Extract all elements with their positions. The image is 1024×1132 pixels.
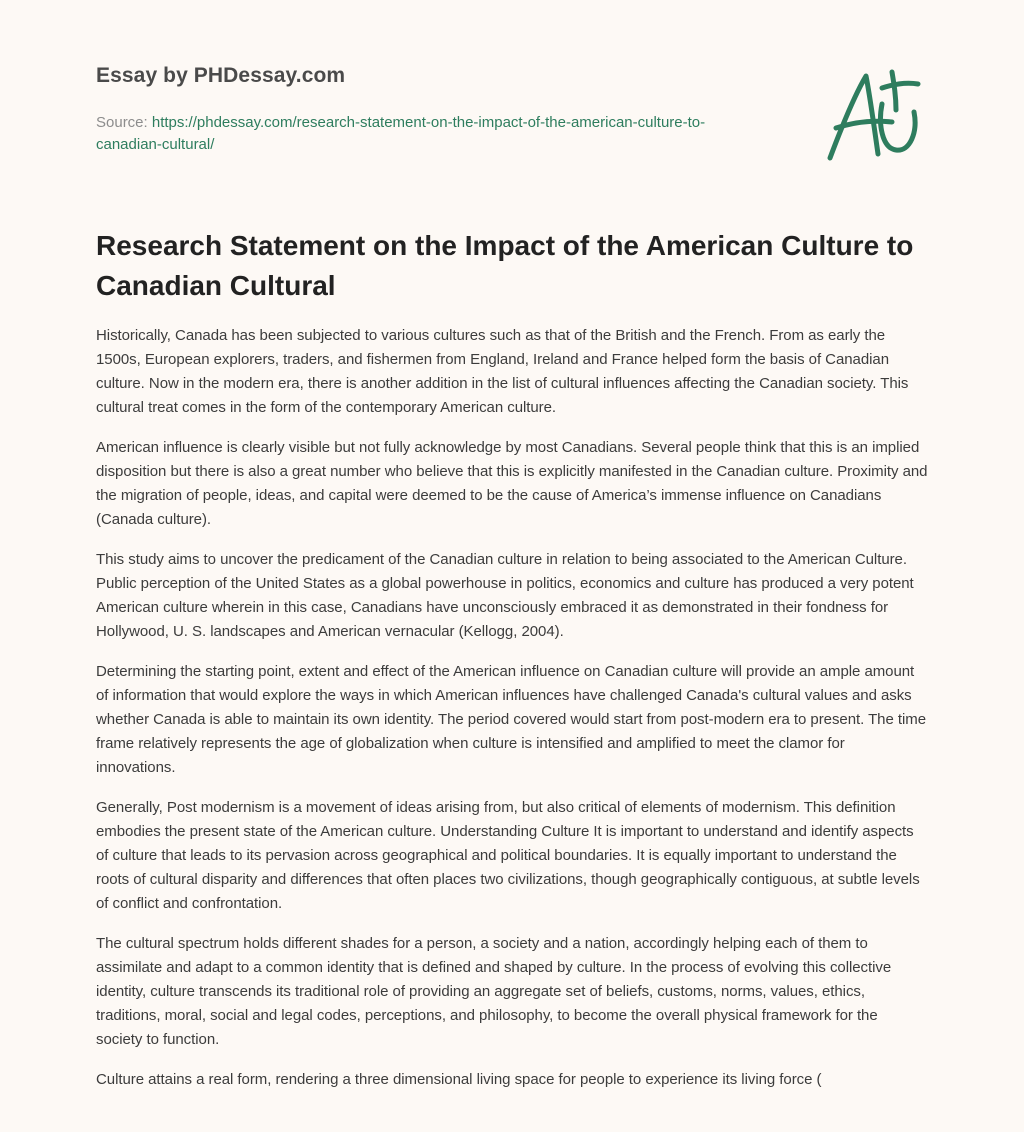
source-link[interactable]: https://phdessay.com/research-statement-on-the-impact-of-the-american-culture-to-canadian-cultural/ (96, 114, 706, 153)
essay-paragraph: American influence is clearly visible but not fully acknowledge by most Canadians. Several people think that this is an implied disposition but there is also a great number who believe that this is explicitly manifested in the Canadian culture. Proximity and the migration of people, ideas, and capital were deemed to be the cause of America’s immense influence on Canadians (Canada culture). (96, 439, 928, 528)
essay-paragraph: This study aims to uncover the predicament of the Canadian culture in relation to being associated to the American Culture. Public perception of the United States as a global powerhouse in politics, economics and culture has produced a very potent American culture wherein in this case, Canadians have unconsciously embraced it as demonstrated in their fondness for Hollywood, U. S. landscapes and American vernacular (Kellogg, 2004). (96, 551, 914, 640)
essay-paragraph: Generally, Post modernism is a movement of ideas arising from, but also critical of elements of modernism. This definition embodies the present state of the American culture. Understanding Culture It is important to understand and identify aspects of culture that leads to its pervasion across geographical and political boundaries. It is equally important to understand the roots of cultural disparity and differences that often places two civilizations, though geographically contiguous, at subtle levels of conflict and confrontation. (96, 799, 920, 912)
essay-title: Research Statement on the Impact of the American Culture to Canadian Cultural (96, 230, 914, 301)
essay-paragraph: Historically, Canada has been subjected to various cultures such as that of the British and the French. From as early the 1500s, European explorers, traders, and fishermen from England, Ireland and France helped form the basis of Canadian culture. Now in the modern era, there is another addition in the list of cultural influences affecting the Canadian society. This cultural treat comes in the form of the contemporary American culture. (96, 327, 909, 416)
source-label: Source: (96, 114, 148, 131)
essay-paragraph: The cultural spectrum holds different shades for a person, a society and a nation, accordingly helping each of them to assimilate and adapt to a common identity that is defined and shaped by culture. In the process of evolving this collective identity, culture transcends its traditional role of providing an aggregate set of beliefs, customs, norms, values, ethics, traditions, moral, social and legal codes, perceptions, and philosophy, to become the overall physical framework for the society to function. (96, 935, 892, 1048)
essay-paragraph: Determining the starting point, extent and effect of the American influence on Canadian culture will provide an ample amount of information that would explore the ways in which American influences have challenged Canada's cultural values and asks whether Canada is able to maintain its own identity. The period covered would start from post-modern era to present. The time frame relatively represents the age of globalization when culture is intensified and amplified to meet the clamor for innovations. (96, 663, 927, 776)
essay-paragraph: Culture attains a real form, rendering a three dimensional living space for people to experience its living force ( (96, 1071, 822, 1088)
source-line (96, 112, 736, 156)
site-brand: Essay by PHDessay.com (96, 64, 346, 87)
essay-body (96, 324, 928, 1108)
a-plus-logo-icon (820, 66, 930, 166)
